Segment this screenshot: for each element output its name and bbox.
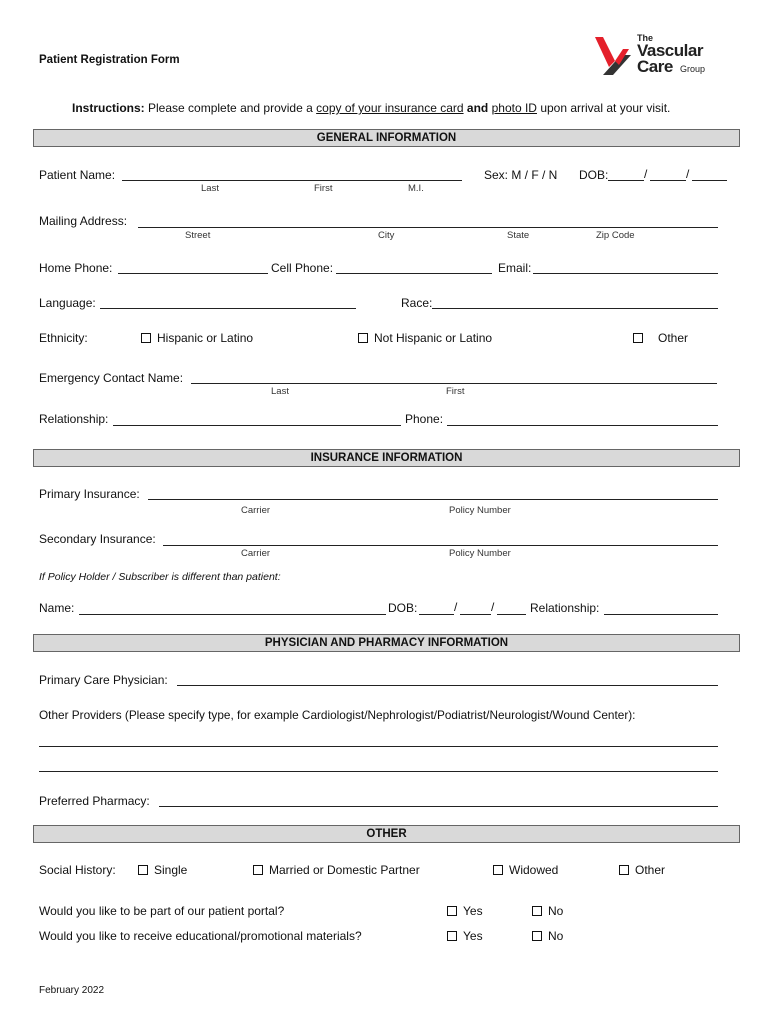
patient-last-caption: Last	[201, 183, 219, 194]
materials-yes-checkbox[interactable]	[447, 931, 457, 941]
holder-relationship-label: Relationship:	[530, 601, 600, 615]
holder-dob-slash-1: /	[454, 600, 458, 614]
patient-first-caption: First	[314, 183, 333, 194]
emergency-contact-label: Emergency Contact Name:	[39, 371, 184, 385]
footer-date: February 2022	[39, 985, 105, 996]
ec-last-caption: Last	[271, 386, 289, 397]
married-label: Married or Domestic Partner	[269, 863, 420, 877]
secondary-policy-caption: Policy Number	[449, 548, 511, 559]
instructions-and: and	[466, 101, 489, 115]
social-other-label: Other	[635, 863, 666, 877]
patient-name-field[interactable]	[122, 180, 462, 181]
social-other-option[interactable]	[619, 863, 665, 877]
social-married-option[interactable]	[253, 863, 420, 877]
mailing-address-label: Mailing Address:	[39, 214, 128, 228]
portal-no-checkbox[interactable]	[532, 906, 542, 916]
social-history-label: Social History:	[39, 863, 116, 877]
zip-caption: Zip Code	[596, 230, 635, 241]
primary-insurance-label: Primary Insurance:	[39, 487, 140, 501]
home-phone-label: Home Phone:	[39, 261, 113, 275]
street-caption: Street	[185, 230, 211, 241]
primary-carrier-caption: Carrier	[241, 505, 271, 516]
pharmacy-label: Preferred Pharmacy:	[39, 794, 150, 808]
hispanic-checkbox[interactable]	[141, 333, 151, 343]
dob-day-field[interactable]	[650, 180, 686, 181]
form-title: Patient Registration Form	[39, 54, 180, 66]
relationship-field[interactable]	[113, 425, 401, 426]
materials-question: Would you like to receive educational/promotional materials?	[39, 929, 362, 943]
section-insurance-information: INSURANCE INFORMATION	[33, 449, 740, 467]
materials-yes-option[interactable]	[447, 929, 483, 943]
section-physician-pharmacy: PHYSICIAN AND PHARMACY INFORMATION	[33, 634, 740, 652]
materials-no-option[interactable]	[532, 929, 563, 943]
portal-yes-checkbox[interactable]	[447, 906, 457, 916]
ec-phone-label: Phone:	[405, 412, 444, 426]
sex-options[interactable]: Sex: M / F / N	[484, 168, 558, 182]
mailing-address-field[interactable]	[138, 227, 718, 228]
race-label: Race:	[401, 296, 433, 310]
dob-slash-1: /	[644, 167, 648, 181]
ethnicity-other-checkbox[interactable]	[633, 333, 643, 343]
secondary-insurance-label: Secondary Insurance:	[39, 532, 156, 546]
patient-mi-caption: M.I.	[408, 183, 424, 194]
single-label: Single	[154, 863, 188, 877]
portal-no-option[interactable]	[532, 904, 563, 918]
email-label: Email:	[498, 261, 532, 275]
widowed-checkbox[interactable]	[493, 865, 503, 875]
ethnicity-other-label: Other	[658, 331, 689, 345]
widowed-label: Widowed	[509, 863, 559, 877]
ethnicity-label: Ethnicity:	[39, 331, 88, 345]
ethnicity-other-option[interactable]	[633, 331, 688, 345]
materials-no-label: No	[548, 929, 564, 943]
other-providers-field-1[interactable]	[39, 746, 718, 747]
email-field[interactable]	[533, 273, 718, 274]
portal-no-label: No	[548, 904, 564, 918]
portal-yes-option[interactable]	[447, 904, 483, 918]
other-providers-field-2[interactable]	[39, 771, 718, 772]
logo-mark-icon	[593, 35, 633, 75]
secondary-carrier-caption: Carrier	[241, 548, 271, 559]
holder-dob-slash-2: /	[491, 600, 495, 614]
race-field[interactable]	[432, 308, 718, 309]
ec-first-caption: First	[446, 386, 465, 397]
portal-yes-label: Yes	[463, 904, 483, 918]
insurance-card-link: copy of your insurance card	[316, 101, 464, 115]
ethnicity-not-hispanic-option[interactable]	[358, 331, 492, 345]
married-checkbox[interactable]	[253, 865, 263, 875]
instructions-text1: Please complete and provide a	[148, 101, 313, 115]
cell-phone-field[interactable]	[336, 273, 492, 274]
ec-phone-field[interactable]	[447, 425, 718, 426]
language-label: Language:	[39, 296, 96, 310]
hispanic-label: Hispanic or Latino	[157, 331, 254, 345]
dob-slash-2: /	[686, 167, 690, 181]
holder-name-field[interactable]	[79, 614, 386, 615]
primary-insurance-field[interactable]	[148, 499, 718, 500]
city-caption: City	[378, 230, 395, 241]
ethnicity-hispanic-option[interactable]	[141, 331, 253, 345]
logo-the: The	[637, 33, 654, 43]
home-phone-field[interactable]	[118, 273, 268, 274]
cell-phone-label: Cell Phone:	[271, 261, 334, 275]
pharmacy-field[interactable]	[159, 806, 718, 807]
materials-yes-label: Yes	[463, 929, 483, 943]
logo-vascular: Vascular	[637, 41, 703, 60]
social-other-checkbox[interactable]	[619, 865, 629, 875]
primary-policy-caption: Policy Number	[449, 505, 511, 516]
portal-question: Would you like to be part of our patient portal?	[39, 904, 285, 918]
holder-dob-year-field[interactable]	[497, 614, 526, 615]
holder-dob-label: DOB:	[388, 601, 418, 615]
holder-dob-month-field[interactable]	[419, 614, 454, 615]
pcp-label: Primary Care Physician:	[39, 673, 168, 687]
instructions-text2: upon arrival at your visit.	[540, 101, 671, 115]
holder-relationship-field[interactable]	[604, 614, 718, 615]
other-providers-label: Other Providers (Please specify type, for example Cardiologist/Nephrologist/Podiatrist/Neurologist/Wound Center):	[39, 708, 636, 722]
section-other: OTHER	[33, 825, 740, 843]
patient-name-label: Patient Name:	[39, 168, 116, 182]
not-hispanic-label: Not Hispanic or Latino	[374, 331, 493, 345]
social-widowed-option[interactable]	[493, 863, 558, 877]
not-hispanic-checkbox[interactable]	[358, 333, 368, 343]
vascular-care-logo	[593, 35, 713, 77]
dob-year-field[interactable]	[692, 180, 727, 181]
holder-dob-day-field[interactable]	[460, 614, 491, 615]
logo-care: Care	[637, 57, 673, 76]
dob-month-field[interactable]	[608, 180, 644, 181]
materials-no-checkbox[interactable]	[532, 931, 542, 941]
language-field[interactable]	[100, 308, 356, 309]
policy-holder-note: If Policy Holder / Subscriber is different than patient:	[39, 571, 281, 583]
secondary-insurance-field[interactable]	[163, 545, 718, 546]
state-caption: State	[507, 230, 530, 241]
pcp-field[interactable]	[177, 685, 718, 686]
holder-name-label: Name:	[39, 601, 75, 615]
single-checkbox[interactable]	[138, 865, 148, 875]
instructions	[72, 101, 670, 115]
photo-id-link: photo ID	[491, 101, 537, 115]
logo-group: Group	[680, 64, 706, 74]
social-single-option[interactable]	[138, 863, 187, 877]
emergency-contact-field[interactable]	[191, 383, 717, 384]
instructions-label: Instructions:	[72, 101, 145, 115]
relationship-label: Relationship:	[39, 412, 109, 426]
section-general-information: GENERAL INFORMATION	[33, 129, 740, 147]
dob-label: DOB:	[579, 168, 609, 182]
